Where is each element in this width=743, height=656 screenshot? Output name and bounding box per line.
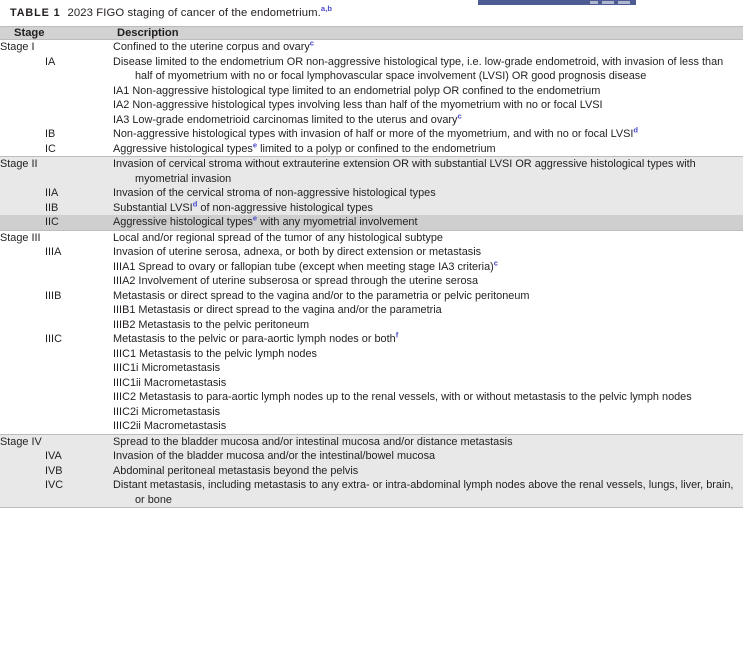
stage-description	[113, 98, 743, 113]
stage-description	[113, 257, 743, 289]
footnote-ref[interactable]: d	[633, 125, 639, 135]
description-text: Metastasis or direct spread to the vagina and/or to the parametria or pelvic peritoneum	[113, 289, 530, 302]
description-text-tail: of non-aggressive histological types	[197, 201, 373, 214]
stage-label: IIB	[0, 201, 113, 216]
description-text: IA1 Non-aggressive histological type limited to an endometrial polyp OR confined to the endometrium	[113, 84, 601, 97]
stage-label-empty	[0, 303, 113, 332]
caption-footnote-ref[interactable]: a,b	[320, 4, 333, 14]
table-row	[0, 230, 743, 245]
stage-description	[113, 464, 743, 479]
stage-description	[113, 40, 743, 55]
stage-description	[113, 289, 743, 304]
stage-label-empty	[0, 113, 113, 128]
table-row	[0, 215, 743, 230]
figo-staging-table	[0, 26, 743, 508]
description-text: Distant metastasis, including metastasis to any extra- or intra-abdominal lymph nodes above the renal vessels, lungs, liver, brain, or bone	[113, 479, 734, 506]
stage-description	[113, 215, 743, 230]
stage-description	[113, 347, 743, 435]
description-text-block	[113, 215, 743, 230]
footnote-ref[interactable]: e	[252, 213, 258, 223]
table-row	[0, 260, 743, 289]
substage-line-text: IIIC1ii Macrometastasis	[113, 376, 227, 389]
table-caption-label: TABLE 1	[10, 7, 61, 19]
substage-line	[113, 405, 743, 420]
description-text: Aggressive histological types	[113, 142, 253, 155]
description-text: Invasion of the cervical stroma of non-aggressive histological types	[113, 187, 436, 199]
description-text: IA3 Low-grade endometrioid carcinomas limited to the uterus and ovary	[113, 113, 458, 126]
description-text: IA2 Non-aggressive histological types involving less than half of the myometrium with no or focal LVSI	[113, 99, 603, 111]
description-text-block	[113, 332, 743, 347]
substage-line-text: IIIC2 Metastasis to para-aortic lymph nodes up to the renal vessels, with or without metastasis to the pelvic lymph nodes	[113, 391, 692, 403]
stage-label: IIIC	[0, 332, 113, 347]
substage-line-text: IIIA2 Involvement of uterine subserosa or spread through the uterine serosa	[113, 275, 479, 287]
stage-description	[113, 84, 743, 99]
substage-line-text: IIIA1 Spread to ovary or fallopian tube (except when meeting stage IA3 criteria)	[113, 260, 494, 273]
substage-list	[113, 303, 743, 332]
stage-label: IIIA	[0, 245, 113, 260]
description-text-block	[113, 139, 743, 157]
substage-line-text: IIIC1i Micrometastasis	[113, 362, 221, 374]
stage-description	[113, 449, 743, 464]
column-header-stage: Stage	[0, 27, 113, 40]
table-row	[0, 55, 743, 84]
stage-description	[113, 332, 743, 347]
stage-description	[113, 127, 743, 142]
substage-list	[113, 347, 743, 434]
stage-label: IB	[0, 127, 113, 142]
substage-line	[113, 390, 743, 405]
stage-description	[113, 478, 743, 508]
column-header-description: Description	[113, 27, 743, 40]
stage-label: IVA	[0, 449, 113, 464]
description-text-block	[113, 186, 743, 201]
table-row	[0, 245, 743, 260]
table-row	[0, 347, 743, 435]
description-text: Abdominal peritoneal metastasis beyond the pelvis	[113, 464, 359, 477]
description-text-tail: with any myometrial involvement	[257, 216, 418, 228]
substage-line	[113, 274, 743, 289]
substage-line	[113, 347, 743, 362]
table-caption-text: 2023 FIGO staging of cancer of the endometrium.	[67, 7, 321, 19]
description-text: Invasion of the bladder mucosa and/or the intestinal/bowel mucosa	[113, 450, 436, 462]
description-text-block	[113, 110, 743, 128]
table-header	[0, 27, 743, 40]
substage-line	[113, 257, 743, 275]
stage-label: Stage II	[0, 157, 113, 187]
stage-label: IVC	[0, 478, 113, 508]
table-row	[0, 157, 743, 187]
stage-label: IVB	[0, 464, 113, 479]
description-text-block	[113, 98, 743, 113]
stage-label: IA	[0, 55, 113, 84]
substage-line-text: IIIC1 Metastasis to the pelvic lymph nodes	[113, 347, 317, 360]
stage-label: IIIB	[0, 289, 113, 304]
stage-description	[113, 434, 743, 449]
substage-line	[113, 361, 743, 376]
description-text-block	[113, 231, 743, 246]
stage-label-empty	[0, 347, 113, 435]
substage-line	[113, 419, 743, 434]
table-row	[0, 142, 743, 157]
description-text: Disease limited to the endometrium OR non-aggressive histological type, i.e. low-grade endometroid, with invasion of less than half of myometrium with no or focal lymphovascular space involvement (LVSI) OR good prognosis disease	[113, 55, 724, 82]
stage-label-empty	[0, 98, 113, 113]
substage-line	[113, 376, 743, 391]
description-text: Spread to the bladder mucosa and/or intestinal mucosa and/or distance metastasis	[113, 435, 513, 448]
footnote-ref[interactable]: c	[309, 38, 314, 48]
footnote-ref[interactable]: e	[252, 139, 258, 149]
cropped-toolbar-fragment	[478, 0, 636, 5]
description-text: Non-aggressive histological types with invasion of half or more of the myometrium, and with no or focal LVSI	[113, 128, 634, 140]
table-row	[0, 113, 743, 128]
stage-description	[113, 110, 743, 128]
stage-description	[113, 303, 743, 332]
table-row	[0, 127, 743, 142]
table-row	[0, 201, 743, 216]
substage-line-text: IIIC2i Micrometastasis	[113, 405, 221, 418]
table-row	[0, 332, 743, 347]
footnote-ref[interactable]: d	[192, 198, 198, 208]
description-text: Local and/or regional spread of the tumor of any histological subtype	[113, 231, 443, 244]
stage-description	[113, 186, 743, 201]
footnote-ref[interactable]: c	[493, 257, 499, 267]
description-text-block	[113, 478, 743, 507]
stage-label: IC	[0, 142, 113, 157]
table-row	[0, 289, 743, 304]
stage-description	[113, 157, 743, 187]
description-text-block	[113, 157, 743, 186]
description-text-block	[113, 464, 743, 479]
toolbar-marks	[590, 1, 630, 4]
table-row	[0, 186, 743, 201]
description-text-tail: limited to a polyp or confined to the endometrium	[257, 142, 496, 155]
stage-label: IIA	[0, 186, 113, 201]
table-row	[0, 303, 743, 332]
substage-line-text: IIIB1 Metastasis or direct spread to the vagina and/or the parametria	[113, 304, 442, 316]
stage-description	[113, 245, 743, 260]
stage-label: Stage I	[0, 40, 113, 55]
stage-description	[113, 198, 743, 216]
stage-description	[113, 139, 743, 157]
footnote-ref[interactable]: f	[395, 330, 399, 340]
substage-line-text: IIIB2 Metastasis to the pelvic peritoneum	[113, 318, 310, 331]
substage-line-text: IIIC2ii Macrometastasis	[113, 420, 227, 432]
description-text-block	[113, 289, 743, 304]
stage-label: Stage IV	[0, 434, 113, 449]
table-header-row	[0, 27, 743, 40]
table-row	[0, 40, 743, 55]
stage-label: Stage III	[0, 230, 113, 245]
stage-description	[113, 55, 743, 84]
stage-label-empty	[0, 84, 113, 99]
description-text: Metastasis to the pelvic or para-aortic lymph nodes or both	[113, 333, 396, 345]
description-text-block	[113, 55, 743, 84]
description-text-block	[113, 245, 743, 260]
description-text-block	[113, 449, 743, 464]
description-text-block	[113, 198, 743, 216]
stage-label-empty	[0, 260, 113, 289]
table-row	[0, 464, 743, 479]
description-text: Invasion of uterine serosa, adnexa, or both by direct extension or metastasis	[113, 246, 482, 258]
description-text-block	[113, 435, 743, 450]
table-row	[0, 449, 743, 464]
stage-description	[113, 230, 743, 245]
footnote-ref[interactable]: c	[457, 110, 462, 120]
description-text-block	[113, 127, 743, 142]
description-text: Substantial LVSI	[113, 201, 193, 214]
stage-label: IIC	[0, 215, 113, 230]
description-text-block	[113, 40, 743, 55]
substage-line	[113, 318, 743, 333]
table-row	[0, 84, 743, 99]
table-row	[0, 434, 743, 449]
substage-line	[113, 303, 743, 318]
substage-list	[113, 257, 743, 289]
table-row	[0, 98, 743, 113]
description-text-block	[113, 84, 743, 99]
table-body	[0, 40, 743, 508]
table-row	[0, 478, 743, 508]
description-text: Aggressive histological types	[113, 216, 253, 228]
description-text: Invasion of cervical stroma without extrauterine extension OR with substantial LVSI OR aggressive histological types with myometrial invasion	[113, 158, 696, 185]
description-text: Confined to the uterine corpus and ovary	[113, 41, 310, 53]
